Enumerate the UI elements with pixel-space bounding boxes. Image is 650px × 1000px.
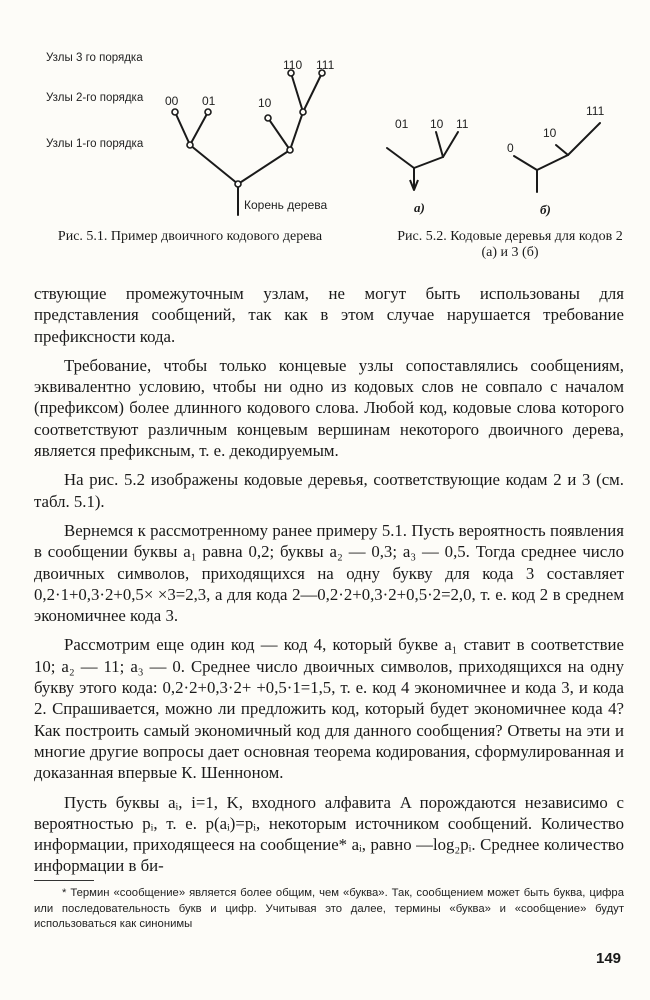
- body-text: [34, 283, 624, 885]
- node-label-111: 111: [316, 58, 335, 72]
- footnote-rule: [34, 880, 94, 881]
- paragraph-4: Вернемся к рассмотренному ранее примеру 5.1. Пусть вероятность появления в сообщении буквы a₁ равна 0,2; буквы a₂ — 0,3; a₃ — 0,5. Тогда среднее число двоичных символов, приходящихся на одну букву для кода 3 составляет 0,2·1+0,3·2+0,5× ×3=2,3, а для кода 2—0,2·2+0,3·2+0,5·2=2,0, т. е. код 2 в среднем экономичнее кода 3.: [34, 520, 624, 626]
- level1-label: Узлы 1-го порядка: [46, 138, 144, 150]
- paragraph-5: Рассмотрим еще один код — код 4, который букве a₁ ставит в соответствие 10; a₂ — 11; a₃ — 0. Среднее число двоичных символов, приходящихся на одну букву этого кода: 0,2·2+0,3·2+ +0,5·1=1,5, т. е. код 4 экономичнее и кода 3, и кода 2. Спрашивается, можно ли предложить код, который будет экономичнее кода 4? Как построить самый экономичный код для данного сообщения? Ответы на эти и многие другие вопросы дает основная теорема кодирования, сформулированная и доказанная впервые К. Шенноном.: [34, 635, 624, 783]
- figure2-caption: Рис. 5.2. Кодовые деревья для кодов 2 (а) и 3 (б): [397, 229, 623, 260]
- tree-a-node-01: 01: [395, 117, 409, 131]
- figure1-caption: Рис. 5.1. Пример двоичного кодового дерева: [57, 229, 323, 244]
- paragraph-2: Требование, чтобы только концевые узлы сопоставлялись сообщениям, эквивалентно условию, чтобы ни одно из кодовых слов не совпало с началом (префиксом) более длинного кодового слова. Любой код, кодовые слова которого соответствуют различным концевым вершинам некоторого двоичного дерева, является префиксным, т. е. декодируемым.: [34, 355, 624, 461]
- paragraph-3: На рис. 5.2 изображены кодовые деревья, соответствующие кодам 2 и 3 (см. табл. 5.1).: [34, 470, 624, 511]
- tree-b-label: б): [540, 202, 551, 217]
- node-label-110: 110: [283, 58, 303, 72]
- tree-b-node-0: 0: [507, 141, 514, 155]
- level3-label: Узлы 3 го порядка: [46, 52, 143, 64]
- paragraph-6: Пусть буквы aᵢ, i=1, K, входного алфавита A порождаются независимо с вероятностью pᵢ, т. е. p(aᵢ)=pᵢ, некоторым источником сообщений. Количество информации, приходящееся на сообщение* aᵢ, равно —log₂pᵢ. Среднее количество информации в би-: [34, 792, 624, 876]
- root-label: Корень дерева: [244, 198, 328, 212]
- tree-b-node-10: 10: [543, 126, 557, 140]
- node-label-01: 01: [202, 94, 216, 108]
- level2-label: Узлы 2-го порядка: [46, 92, 144, 104]
- node-label-10: 10: [258, 96, 272, 110]
- page-number: 149: [596, 950, 622, 967]
- tree-a-node-10: 10: [430, 117, 444, 131]
- tree-b-node-111: 111: [586, 104, 605, 118]
- tree-a-node-11: 11: [456, 117, 469, 131]
- paragraph-1: ствующие промежуточным узлам, не могут быть использованы для представления сообщений, так как в этом случае нарушается требование префиксности кода.: [34, 284, 624, 346]
- figure-trees: [0, 0, 650, 230]
- footnote: * Термин «сообщение» является более общим, чем «буква». Так, сообщением может быть буква, цифра или последовательность букв и цифр. Учитывая это далее, термины «буква» и «сообщение» будут использоваться как синонимы: [34, 887, 624, 930]
- node-label-00: 00: [165, 94, 179, 108]
- tree-a-label: а): [414, 200, 425, 215]
